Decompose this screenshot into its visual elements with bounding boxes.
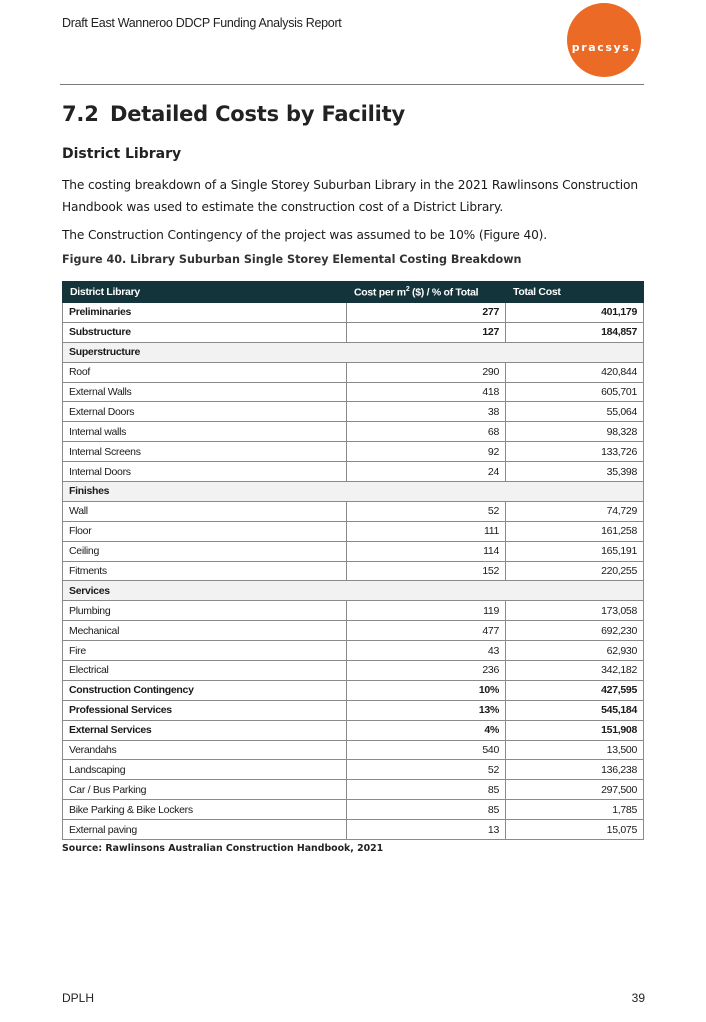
item-label-cell: External Walls xyxy=(63,382,347,402)
rate-cell: 418 xyxy=(347,382,506,402)
rate-cell: 236 xyxy=(347,661,506,681)
rate-cell: 38 xyxy=(347,402,506,422)
table-row xyxy=(63,521,644,541)
rate-cell: 85 xyxy=(347,780,506,800)
item-label-cell: External Services xyxy=(63,720,347,740)
total-cost-cell: 98,328 xyxy=(506,422,644,442)
item-label-cell: Internal walls xyxy=(63,422,347,442)
table-row xyxy=(63,601,644,621)
rate-cell: 52 xyxy=(347,760,506,780)
table-row xyxy=(63,740,644,760)
header-cost-superscript: 2 xyxy=(405,285,410,293)
paragraph-contingency: The Construction Contingency of the project was assumed to be 10% (Figure 40). xyxy=(62,228,547,242)
table-row xyxy=(63,680,644,700)
pracsys-logo xyxy=(567,3,641,77)
table-row xyxy=(63,720,644,740)
rate-cell: 119 xyxy=(347,601,506,621)
header-cost-suffix: ($) / % of Total xyxy=(409,286,479,299)
table-row xyxy=(63,641,644,661)
item-label-cell: Landscaping xyxy=(63,760,347,780)
rate-cell: 52 xyxy=(347,501,506,521)
total-cost-cell: 15,075 xyxy=(506,820,644,840)
table-row xyxy=(63,322,644,342)
total-cost-cell: 133,726 xyxy=(506,442,644,462)
rate-cell: 4% xyxy=(347,720,506,740)
total-cost-cell: 1,785 xyxy=(506,800,644,820)
total-cost-cell: 161,258 xyxy=(506,521,644,541)
rate-cell: 68 xyxy=(347,422,506,442)
item-label-cell: Roof xyxy=(63,362,347,382)
table-header-row xyxy=(63,282,644,303)
item-label-cell: Substructure xyxy=(63,322,347,342)
table-row xyxy=(63,780,644,800)
rate-cell: 24 xyxy=(347,462,506,482)
section-number: 7.2 xyxy=(62,102,99,126)
table-row xyxy=(63,342,644,362)
total-cost-cell: 545,184 xyxy=(506,700,644,720)
item-label-cell: External Doors xyxy=(63,402,347,422)
paragraph-costing-breakdown: The costing breakdown of a Single Storey Suburban Library in the 2021 Rawlinsons Construction Handbook was used to estimate the construction cost of a District Library. xyxy=(62,178,638,214)
item-label-cell: Wall xyxy=(63,501,347,521)
costing-table xyxy=(62,281,644,840)
table-row xyxy=(63,442,644,462)
item-label-cell: Electrical xyxy=(63,661,347,681)
item-label-cell: Fire xyxy=(63,641,347,661)
document-header-title: Draft East Wanneroo DDCP Funding Analysis Report xyxy=(62,16,342,30)
item-label-cell: Plumbing xyxy=(63,601,347,621)
total-cost-cell: 74,729 xyxy=(506,501,644,521)
subsection-heading: District Library xyxy=(62,146,182,162)
header-district-library: District Library xyxy=(63,282,347,303)
rate-cell: 127 xyxy=(347,322,506,342)
section-heading xyxy=(62,102,405,126)
rate-cell: 114 xyxy=(347,541,506,561)
table-row xyxy=(63,561,644,581)
item-label-cell: Verandahs xyxy=(63,740,347,760)
table-row xyxy=(63,362,644,382)
table-row xyxy=(63,541,644,561)
rate-cell: 13% xyxy=(347,700,506,720)
table-row xyxy=(63,800,644,820)
group-label-cell: Services xyxy=(63,581,644,601)
header-cost-text: Cost per m xyxy=(354,286,406,299)
header-cost-per-m2 xyxy=(347,282,506,303)
total-cost-cell: 342,182 xyxy=(506,661,644,681)
rate-cell: 43 xyxy=(347,641,506,661)
total-cost-cell: 220,255 xyxy=(506,561,644,581)
item-label-cell: Preliminaries xyxy=(63,303,347,323)
item-label-cell: Ceiling xyxy=(63,541,347,561)
rate-cell: 111 xyxy=(347,521,506,541)
table-row xyxy=(63,303,644,323)
table-row xyxy=(63,621,644,641)
rate-cell: 13 xyxy=(347,820,506,840)
table-row xyxy=(63,501,644,521)
table-row xyxy=(63,820,644,840)
section-title: Detailed Costs by Facility xyxy=(110,102,405,126)
item-label-cell: Internal Doors xyxy=(63,462,347,482)
total-cost-cell: 184,857 xyxy=(506,322,644,342)
item-label-cell: Mechanical xyxy=(63,621,347,641)
total-cost-cell: 401,179 xyxy=(506,303,644,323)
table-row xyxy=(63,422,644,442)
page-number: 39 xyxy=(631,991,645,1005)
item-label-cell: Fitments xyxy=(63,561,347,581)
table-row xyxy=(63,661,644,681)
rate-cell: 152 xyxy=(347,561,506,581)
table-row xyxy=(63,382,644,402)
item-label-cell: Internal Screens xyxy=(63,442,347,462)
group-label-cell: Superstructure xyxy=(63,342,644,362)
rate-cell: 10% xyxy=(347,680,506,700)
item-label-cell: Floor xyxy=(63,521,347,541)
table-row xyxy=(63,760,644,780)
total-cost-cell: 427,595 xyxy=(506,680,644,700)
item-label-cell: Professional Services xyxy=(63,700,347,720)
total-cost-cell: 55,064 xyxy=(506,402,644,422)
total-cost-cell: 136,238 xyxy=(506,760,644,780)
table-row xyxy=(63,482,644,502)
total-cost-cell: 151,908 xyxy=(506,720,644,740)
table-row xyxy=(63,462,644,482)
header-divider xyxy=(60,84,644,85)
logo-text: pracsys. xyxy=(571,40,637,54)
footer-organisation: DPLH xyxy=(62,991,95,1005)
total-cost-cell: 62,930 xyxy=(506,641,644,661)
group-label-cell: Finishes xyxy=(63,482,644,502)
total-cost-cell: 692,230 xyxy=(506,621,644,641)
source-note: Source: Rawlinsons Australian Construction Handbook, 2021 xyxy=(62,843,384,854)
item-label-cell: Bike Parking & Bike Lockers xyxy=(63,800,347,820)
rate-cell: 477 xyxy=(347,621,506,641)
table-row xyxy=(63,402,644,422)
total-cost-cell: 297,500 xyxy=(506,780,644,800)
item-label-cell: Car / Bus Parking xyxy=(63,780,347,800)
item-label-cell: External paving xyxy=(63,820,347,840)
figure-caption: Figure 40. Library Suburban Single Storey Elemental Costing Breakdown xyxy=(62,253,522,266)
rate-cell: 290 xyxy=(347,362,506,382)
rate-cell: 92 xyxy=(347,442,506,462)
rate-cell: 540 xyxy=(347,740,506,760)
table-body xyxy=(63,303,644,840)
total-cost-cell: 605,701 xyxy=(506,382,644,402)
total-cost-cell: 420,844 xyxy=(506,362,644,382)
total-cost-cell: 13,500 xyxy=(506,740,644,760)
header-total-cost: Total Cost xyxy=(506,282,644,303)
total-cost-cell: 165,191 xyxy=(506,541,644,561)
table-row xyxy=(63,581,644,601)
rate-cell: 277 xyxy=(347,303,506,323)
total-cost-cell: 173,058 xyxy=(506,601,644,621)
rate-cell: 85 xyxy=(347,800,506,820)
item-label-cell: Construction Contingency xyxy=(63,680,347,700)
total-cost-cell: 35,398 xyxy=(506,462,644,482)
table-row xyxy=(63,700,644,720)
